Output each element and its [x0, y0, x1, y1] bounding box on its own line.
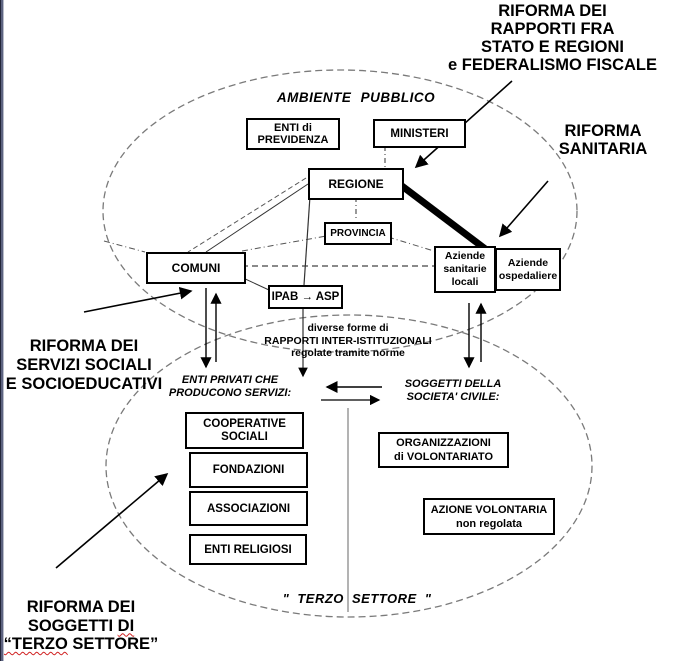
box-azione-volontaria: AZIONE VOLONTARIA non regolata	[423, 498, 555, 535]
annotation-riforma-servizi: RIFORMA DEI SERVIZI SOCIALI E SOCIOEDUCATIVI	[5, 337, 163, 393]
arrow-riforma-servizi	[84, 291, 191, 312]
box-aziende-ospedaliere: Aziende ospedaliere	[495, 248, 561, 291]
link-provincia-asl	[388, 237, 434, 251]
third-sector-ellipse	[106, 315, 592, 617]
left-edge-bar	[0, 0, 4, 661]
link-regione-comuni	[206, 184, 308, 252]
box-cooperative-sociali: COOPERATIVE SOCIALI	[185, 412, 304, 449]
box-regione: REGIONE	[308, 168, 404, 200]
box-aziende-sanitarie: Aziende sanitarie locali	[434, 246, 496, 293]
label-soggetti-civile: SOGGETTI DELLA SOCIETA' CIVILE:	[404, 378, 502, 403]
box-enti-previdenza: ENTI di PREVIDENZA	[246, 118, 340, 150]
annotation-riforma-sanitaria: RIFORMA SANITARIA	[558, 122, 648, 158]
box-fondazioni: FONDAZIONI	[189, 452, 308, 488]
arrow-riforma-soggetti	[56, 474, 167, 568]
link-regione-ipab	[304, 196, 310, 285]
box-associazioni: ASSOCIAZIONI	[189, 491, 308, 526]
box-enti-religiosi: ENTI RELIGIOSI	[189, 534, 307, 565]
annotation-riforma-soggetti: RIFORMA DEI SOGGETTI DI “TERZO SETTORE”	[3, 598, 159, 653]
label-diverse-forme: diverse forme di RAPPORTI INTER-ISTITUZIONALI regolate tramite norme	[264, 322, 432, 359]
box-ipab-asp: IPAB → ASP	[268, 285, 343, 309]
public-environment-title: AMBIENTE PUBBLICO	[276, 90, 436, 105]
box-provincia: PROVINCIA	[324, 222, 392, 245]
box-organizzazioni-volontariato: ORGANIZZAZIONI di VOLONTARIATO	[378, 432, 509, 468]
arrow-riforma-sanitaria	[500, 181, 548, 236]
box-ministeri: MINISTERI	[373, 119, 466, 148]
third-sector-title: " TERZO SETTORE "	[282, 591, 432, 606]
link-regione-asl-thick	[398, 183, 488, 251]
annotation-riforma-rapporti: RIFORMA DEI RAPPORTI FRA STATO E REGIONI e FEDERALISMO FISCALE	[447, 2, 657, 74]
link-comuni-provincia	[242, 235, 332, 251]
public-environment-ellipse	[103, 70, 577, 352]
label-enti-privati: ENTI PRIVATI CHE PRODUCONO SERVIZI:	[168, 374, 292, 399]
link-regione-comuni-dashed	[188, 178, 306, 252]
box-comuni: COMUNI	[146, 252, 246, 284]
